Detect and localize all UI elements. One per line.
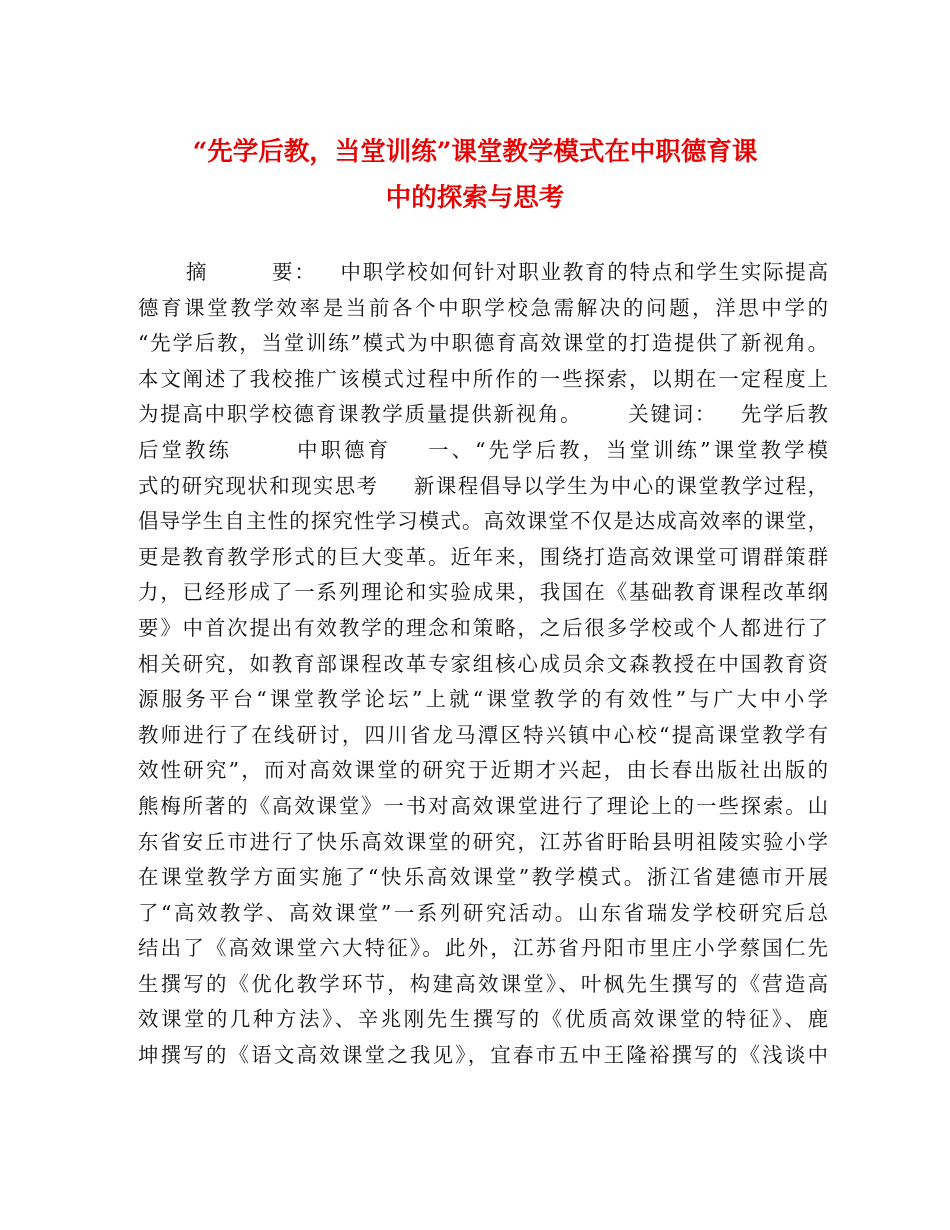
text-line: 效课堂的几种方法》、辛兆刚先生撰写的《优质高效课堂的特征》、鹿: [138, 1007, 828, 1032]
abstract-label: 摘: [186, 260, 209, 284]
text-line: 结出了《高效课堂六大特征》。此外，江苏省丹阳市里庄小学蔡国仁先: [138, 936, 828, 961]
text-line: 效性研究”，而对高效课堂的研究于近期才兴起，由长春出版社出版的: [138, 758, 828, 783]
section-heading: 一、“先学后教，当堂训练”课堂教学模: [425, 437, 828, 462]
text-line: 为提高中职学校德育课教学质量提供新视角。 关键词： 先学后教: [138, 402, 828, 427]
text-line: 在课堂教学方面实施了“快乐高效课堂”教学模式。浙江省建德市开展: [138, 865, 828, 890]
text-line: 教师进行了在线研讨，四川省龙马潭区特兴镇中心校“提高课堂教学有: [138, 722, 828, 747]
text-line: 力，已经形成了一系列理论和实验成果，我国在《基础教育课程改革纲: [138, 580, 828, 605]
keyword: 中职德育: [293, 437, 392, 462]
text-line: 坤撰写的《语文高效课堂之我见》，宜春市五中王隆裕撰写的《浅谈中: [138, 1043, 828, 1068]
text-line: 要》中首次提出有效教学的理念和策略，之后很多学校或个人都进行了: [138, 615, 828, 640]
text-line: 东省安丘市进行了快乐高效课堂的研究，江苏省盱眙县明祖陵实验小学: [138, 829, 828, 854]
text-line: 生撰写的《优化教学环节，构建高效课堂》、叶枫先生撰写的《营造高: [138, 971, 828, 996]
keyword: 后堂教练: [138, 437, 232, 462]
text-line: 相关研究，如教育部课程改革专家组核心成员余文森教授在中国教育资: [138, 651, 828, 676]
title-line-2: 中的探索与思考: [385, 183, 565, 213]
text-line: 源服务平台“课堂教学论坛”上就“课堂教学的有效性”与广大中小学: [138, 687, 828, 712]
text-line: 更是教育教学形式的巨大变革。近年来，围绕打造高效课堂可谓群策群: [138, 544, 828, 569]
text-line: 德育课堂教学效率是当前各个中职学校急需解决的问题，洋思中学的: [138, 295, 828, 320]
text-line: 熊梅所著的《高效课堂》一书对高效课堂进行了理论上的一些探索。山: [138, 793, 828, 818]
text-line: “先学后教，当堂训练”模式为中职德育高效课堂的打造提供了新视角。: [138, 331, 828, 356]
body-text: [138, 255, 828, 1074]
abstract-label: 要：: [270, 260, 317, 284]
text-line: 摘 要： 中职学校如何针对职业教育的特点和学生实际提高: [186, 260, 828, 284]
text-line: [138, 433, 828, 469]
keyword: 先学后教: [739, 402, 828, 427]
keywords-label: 关键词：: [626, 402, 718, 427]
title-line-1: “先学后教，当堂训练”课堂教学模式在中职德育课: [192, 137, 758, 167]
text-line: 了“高效教学、高效课堂”一系列研究活动。山东省瑞发学校研究后总: [138, 900, 828, 925]
text-line: 式的研究现状和现实思考 新课程倡导以学生为中心的课堂教学过程，: [138, 473, 828, 498]
section-heading: 式的研究现状和现实思考: [138, 473, 379, 498]
text-line: 本文阐述了我校推广该模式过程中所作的一些探索，以期在一定程度上: [138, 366, 828, 391]
text-line: 倡导学生自主性的探究性学习模式。高效课堂不仅是达成高效率的课堂，: [138, 509, 828, 534]
